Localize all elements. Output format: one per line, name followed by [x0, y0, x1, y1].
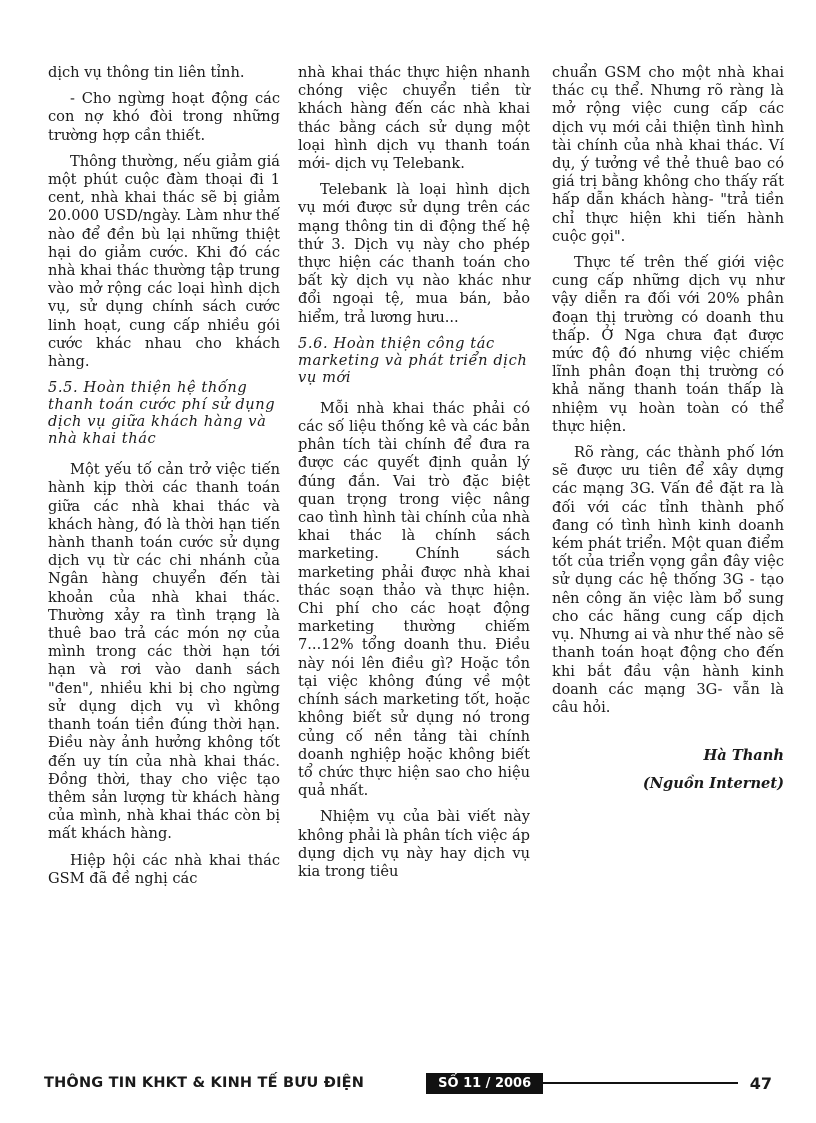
section-heading-5-5: 5.5. Hoàn thiện hệ thống thanh toán cước phí sử dụng dịch vụ giữa khách hàng và nhà khai thác: [48, 379, 276, 448]
paragraph: nhà khai thác thực hiện nhanh chóng việc chuyển tiền từ khách hàng đến các nhà khai thác bằng cách sử dụng một loại hình dịch vụ thanh toán mới- dịch vụ Telebank.: [298, 64, 530, 173]
publication-title: THÔNG TIN KHKT & KINH TẾ BƯU ĐIỆN: [44, 1075, 365, 1091]
paragraph: chuẩn GSM cho một nhà khai thác cụ thể. Nhưng rõ ràng là mở rộng việc cung cấp các dịch vụ mới cải thiện tình hình tài chính của nhà khai thác. Ví dụ, ý tưởng về thẻ thuê bao có giá trị bằng không cho thấy rất hấp dẫn khách hàng- "trả tiền chỉ thực hiện khi tiến hành cuộc gọi".: [552, 64, 784, 245]
paragraph: Hiệp hội các nhà khai thác GSM đã đề nghị các: [48, 851, 280, 887]
author-name: Hà Thanh: [703, 747, 784, 765]
paragraph: Thông thường, nếu giảm giá một phút cuộc đàm thoại đi 1 cent, nhà khai thác sẽ bị giảm 20.000 USD/ngày. Làm như thế nào để đền bù lại những thiệt hại do giảm cước. Khi đó các nhà khai thác thường tập trung vào mở rộng các loại hình dịch vụ, sử dụng chính sách cước linh hoạt, cung cấp nhiều gói cước khác nhau cho khách hàng.: [48, 152, 280, 371]
page-number: 47: [749, 1073, 772, 1093]
paragraph: Telebank là loại hình dịch vụ mới được sử dụng trên các mạng thông tin di động thế hệ thứ 3. Dịch vụ này cho phép thực hiện các thanh toán cho bất kỳ dịch vụ nào khác như đổi ngoại tệ, mua bán, bảo hiểm, trả lương hưu...: [298, 181, 530, 326]
paragraph: Nhiệm vụ của bài viết này không phải là phân tích việc áp dụng dịch vụ này hay dịch vụ kia trong tiêu: [298, 808, 530, 880]
section-heading-5-6: 5.6. Hoàn thiện công tác marketing và phát triển dịch vụ mới: [298, 334, 528, 386]
paragraph: Mỗi nhà khai thác phải có các số liệu thống kê và các bản phân tích tài chính để đưa ra được các quyết định quản lý đúng đắn. Vai trò đặc biệt quan trọng trong việc nâng cao tình hình tài chính của nhà khai thác là chính sách marketing. Chính sách marketing phải được nhà khai thác soạn thảo và thực hiện. Chi phí cho các hoạt động marketing thường chiếm 7...12% tổng doanh thu. Điều này nói lên điều gì? Hoặc tồn tại việc không đúng về một chính sách marketing tốt, hoặc không biết sử dụng nó trong củng cố nền tảng tài chính doanh nghiệp hoặc không biết tổ chức thực hiện sao cho hiệu quả nhất.: [298, 399, 530, 800]
page-footer: [44, 1070, 772, 1096]
paragraph: Thực tế trên thế giới việc cung cấp những dịch vụ như vậy diễn ra đối với 20% phân đoạn thị trường có doanh thu thấp. Ở Nga chưa đạt được mức độ đó nhưng việc chiếm lĩnh phân đoạn thị trường có khả năng thanh toán thấp là nhiệm vụ hoàn toàn có thể thực hiện.: [552, 254, 784, 435]
footer-rule: [543, 1082, 738, 1084]
paragraph: Một yếu tố cản trở việc tiến hành kịp thời các thanh toán giữa các nhà khai thác và khách hàng, đó là thời hạn tiến hành thanh toán cước sử dụng dịch vụ từ các chi nhánh của Ngân hàng chuyển đến tài khoản của nhà khai thác. Thường xảy ra tình trạng là thuê bao trả các món nợ của mình trong các thời hạn tới hạn và rơi vào danh sách "đen", nhiều khi bị cho ngừng sử dụng dịch vụ vì không thanh toán tiền đúng thời hạn. Điều này ảnh hưởng không tốt đến uy tín của nhà khai thác. Đồng thời, thay cho việc tạo thêm sản lượng từ khách hàng của mình, nhà khai thác còn bị mất khách hàng.: [48, 461, 280, 843]
paragraph: - Cho ngừng hoạt động các con nợ khó đòi trong những trường hợp cần thiết.: [48, 90, 280, 144]
article-source: (Nguồn Internet): [642, 775, 784, 793]
paragraph: Rõ ràng, các thành phố lớn sẽ được ưu tiên để xây dựng các mạng 3G. Vấn đề đặt ra là đối với các tỉnh thành phố đang có tình hình kinh doanh kém phát triển. Một quan điểm tốt của triển vọng gần đây việc sử dụng các hệ thống 3G - tạo nên công ăn việc làm bổ sung cho các hãng cung cấp dịch vụ. Nhưng ai và như thế nào sẽ thanh toán hoạt động cho đến khi bắt đầu vận hành kinh doanh các mạng 3G- vẫn là câu hỏi.: [552, 444, 784, 716]
article-signature: [552, 747, 784, 793]
issue-badge: SỐ 11 / 2006: [426, 1073, 543, 1094]
column-3: [552, 64, 784, 804]
column-2: [298, 64, 530, 889]
paragraph: dịch vụ thông tin liên tỉnh.: [48, 64, 245, 81]
column-1: [48, 64, 280, 896]
